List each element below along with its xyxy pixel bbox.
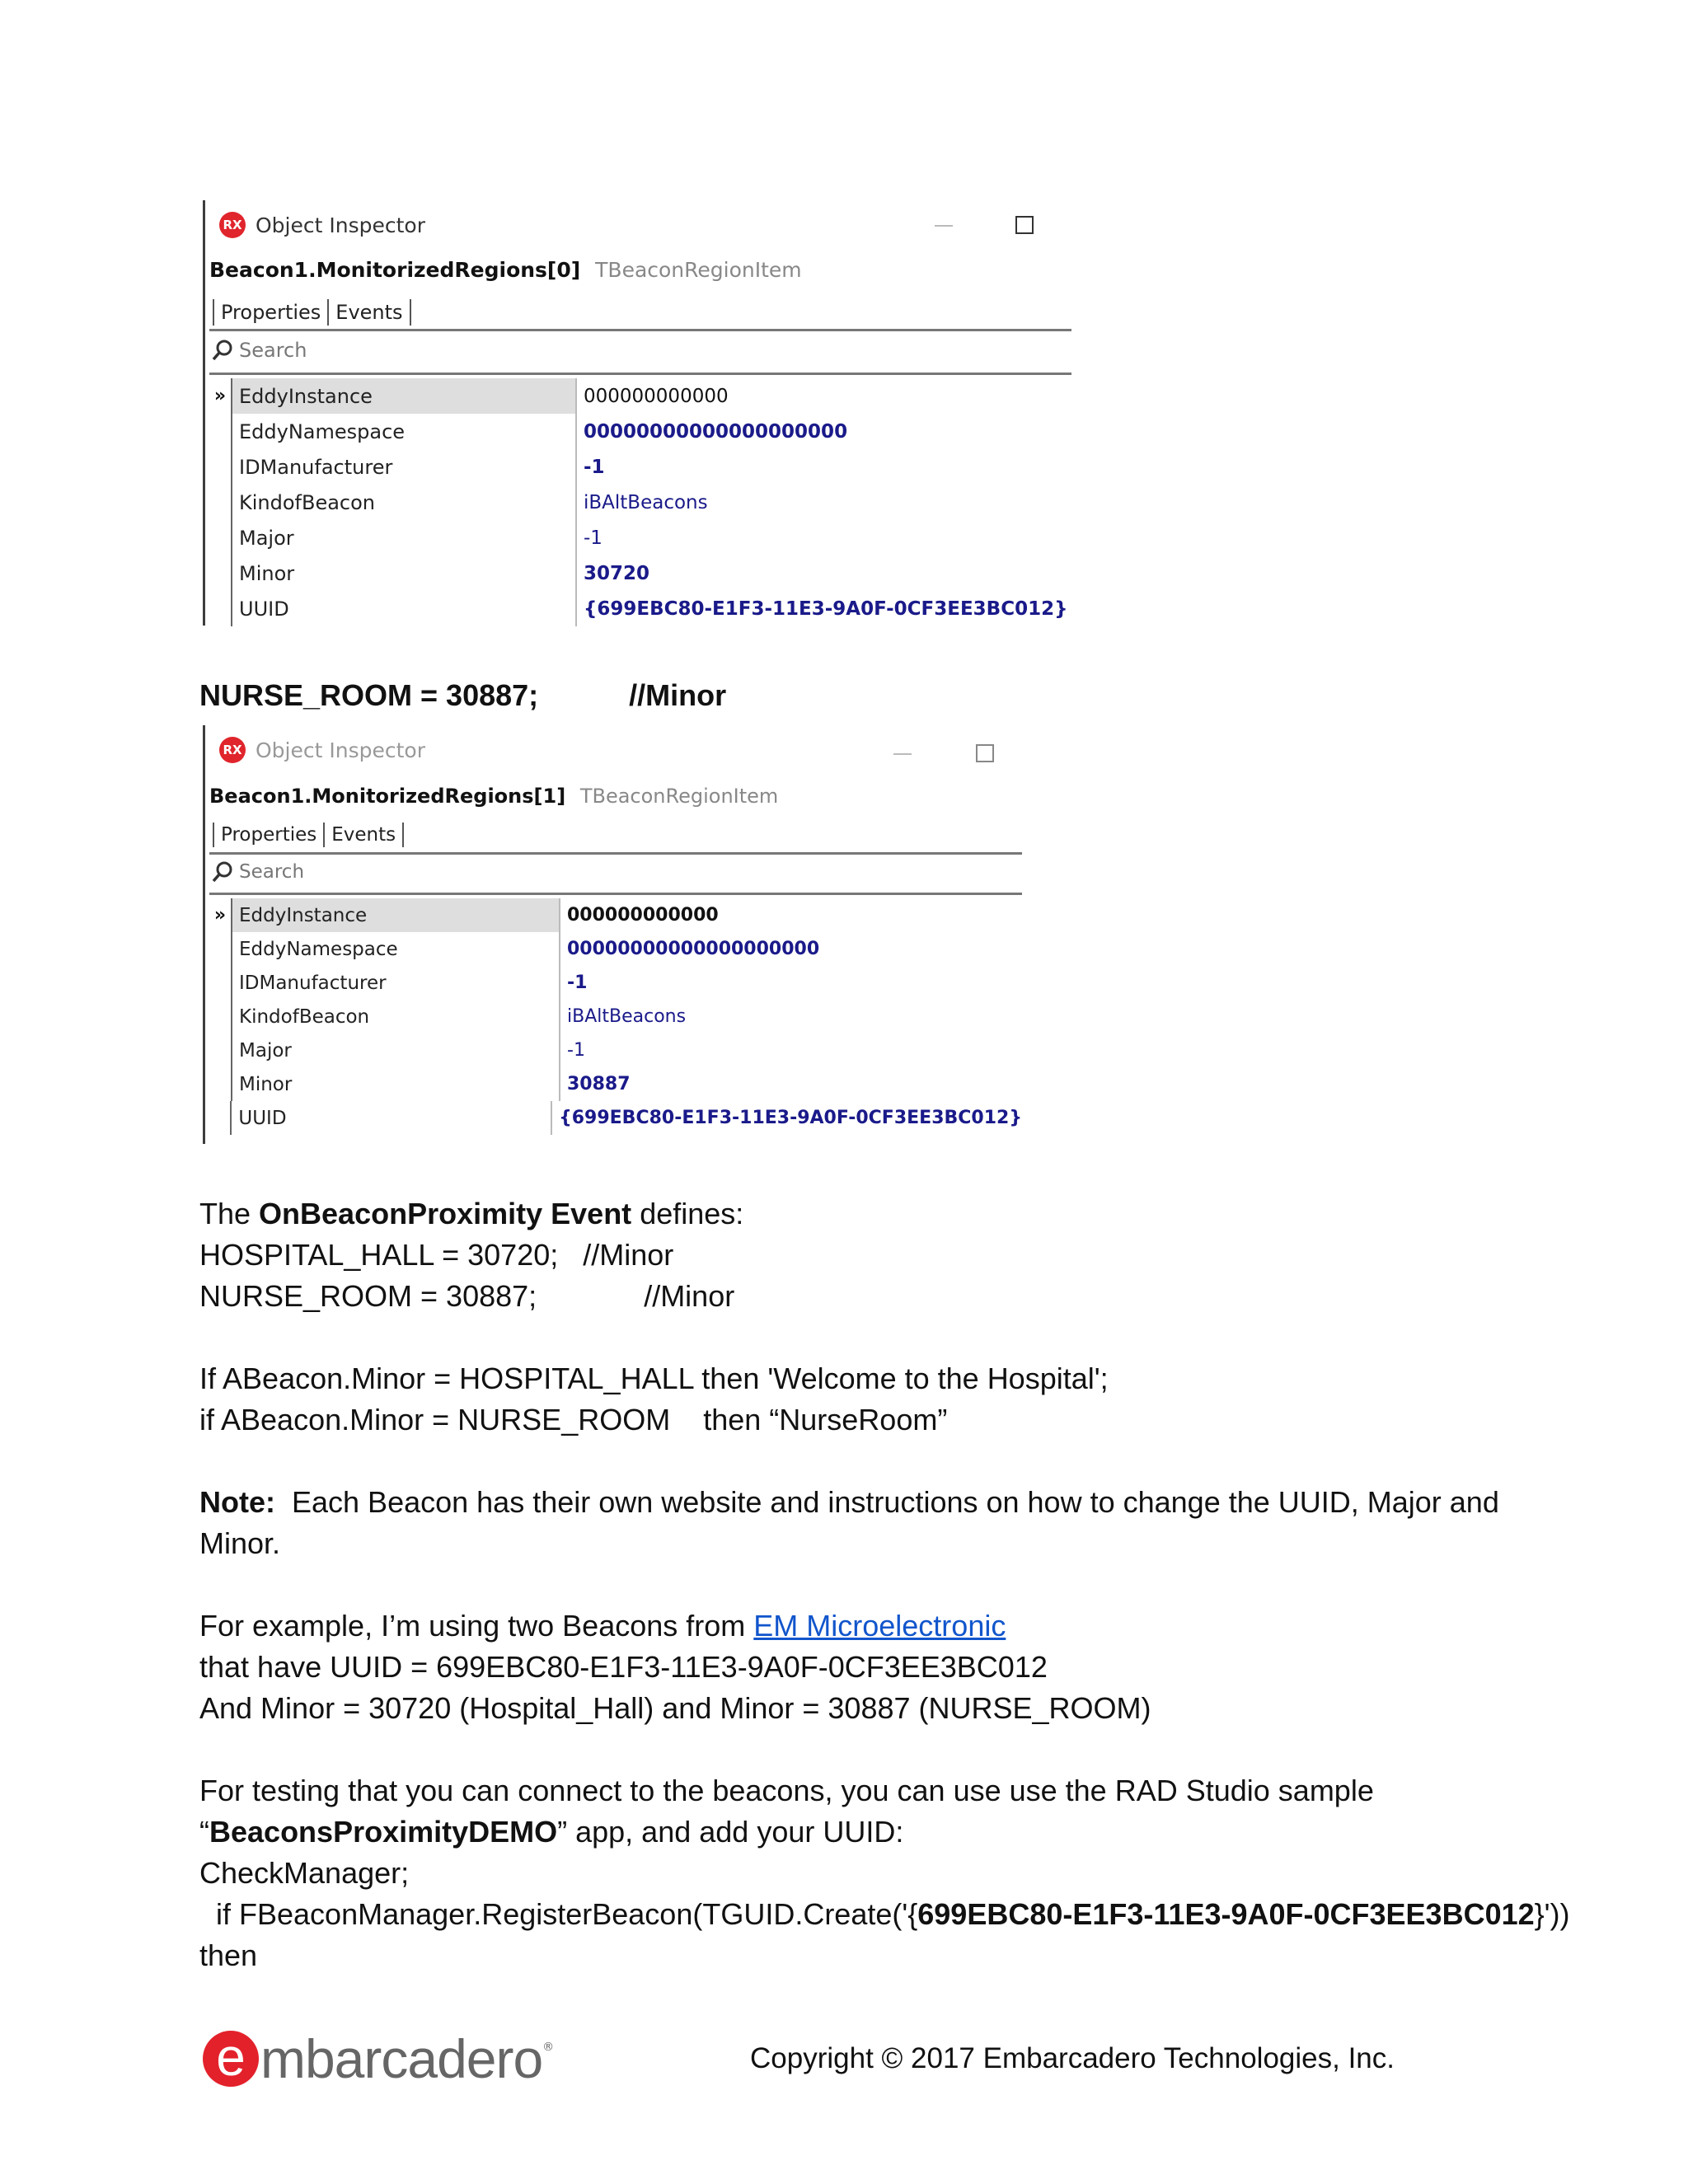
example-line [199,1609,1006,1643]
property-value[interactable]: 00000000000000000000 [575,414,847,449]
property-name: KindofBeacon [231,1000,559,1033]
tab-events[interactable]: Events [323,823,404,847]
minimize-icon[interactable] [893,753,912,755]
property-row-minor[interactable] [209,555,1071,591]
demo-app-line [199,1815,903,1849]
tab-properties[interactable]: Properties [213,299,327,326]
property-row-eddyinstance[interactable] [209,378,1071,414]
property-name: EddyNamespace [231,932,559,966]
search-placeholder: Search [239,339,307,362]
property-value[interactable]: iBAltBeacons [559,1000,686,1033]
logo-wordmark: mbarcadero [260,2028,543,2089]
check-manager-line: CheckManager; [199,1856,410,1890]
hospital-hall-line: HOSPITAL_HALL = 30720; //Minor [199,1238,674,1272]
inspector-tabs [213,823,404,847]
divider [209,893,1022,895]
property-grid [209,898,1022,1135]
minor-values-line: And Minor = 30720 (Hospital_Hall) and Minor = 30887 (NURSE_ROOM) [199,1691,1151,1725]
uuid-code: 699EBC80-E1F3-11E3-9A0F-0CF3EE3BC012 [917,1897,1535,1931]
property-row-kindofbeacon[interactable] [209,1000,1022,1033]
property-value[interactable]: -1 [575,520,603,555]
tab-events[interactable]: Events [327,299,410,326]
text-segment: For example, I’m using two Beacons from [199,1609,754,1643]
property-value[interactable]: 000000000000 [575,378,729,414]
object-type: TBeaconRegionItem [595,258,802,282]
nurse-room-line: NURSE_ROOM = 30887; //Minor [199,1279,735,1313]
property-row-eddynamespace[interactable] [209,414,1071,449]
testing-line: For testing that you can connect to the beacons, you can use use the RAD Studio sample [199,1774,1374,1807]
rad-studio-logo-icon: RX [219,212,246,238]
register-beacon-line [199,1897,1570,1932]
if-hospital-line: If ABeacon.Minor = HOSPITAL_HALL then 'Welcome to the Hospital'; [199,1361,1109,1395]
if-nurse-line: if ABeacon.Minor = NURSE_ROOM then “NurseRoom” [199,1403,948,1436]
window-title: Object Inspector [256,738,425,762]
search-icon [211,860,234,883]
window-title: Object Inspector [256,213,425,237]
text-segment: The [199,1197,260,1230]
em-microelectronic-link[interactable]: EM Microelectronic [753,1609,1006,1643]
property-name: Major [231,1033,559,1067]
property-row-idmanufacturer[interactable] [209,966,1022,1000]
text-segment: Each Beacon has their own website and instructions on how to change the UUID, Major and [275,1485,1499,1519]
property-row-eddynamespace[interactable] [209,932,1022,966]
object-name: Beacon1.MonitorizedRegions[1] [209,785,566,808]
property-value[interactable]: 000000000000 [559,898,719,932]
property-value[interactable]: -1 [559,1033,585,1067]
property-name: Minor [231,555,575,591]
object-inspector-1 [203,200,1071,626]
property-value[interactable]: {699EBC80-E1F3-11E3-9A0F-0CF3EE3BC012} [551,1101,1022,1135]
property-value[interactable]: 00000000000000000000 [559,932,819,966]
event-definition-line [199,1197,743,1231]
property-name: Major [231,520,575,555]
note-label: Note: [199,1485,275,1519]
minimize-icon[interactable] [935,225,953,227]
property-value[interactable]: iBAltBeacons [575,485,708,520]
divider [209,329,1071,331]
selected-row-marker: » [213,386,227,406]
note-line-2: Minor. [199,1526,281,1560]
search-input[interactable] [211,860,304,883]
selected-row-marker: » [213,905,227,926]
inspector-tabs [213,299,411,326]
divider [209,373,1071,375]
property-value[interactable]: 30720 [575,555,649,591]
property-name: EddyInstance [231,898,559,932]
rad-studio-logo-icon: RX [219,737,246,763]
window-title-bar [219,212,425,238]
object-selector[interactable] [209,258,802,282]
panel-border [203,725,205,1144]
property-name: EddyInstance [231,378,575,414]
maximize-icon[interactable] [976,744,994,762]
uuid-line: that have UUID = 699EBC80-E1F3-11E3-9A0F-0CF3EE3BC012 [199,1650,1048,1684]
panel-border [203,200,205,626]
property-row-uuid[interactable] [209,591,1071,626]
text-segment: if FBeaconManager.RegisterBeacon(TGUID.Create('{ [199,1897,918,1931]
object-type: TBeaconRegionItem [579,785,779,808]
property-value[interactable]: {699EBC80-E1F3-11E3-9A0F-0CF3EE3BC012} [575,591,1067,626]
property-row-idmanufacturer[interactable] [209,449,1071,485]
property-grid [209,378,1071,626]
property-value[interactable]: -1 [559,966,587,1000]
property-name: KindofBeacon [231,485,575,520]
embarcadero-logo [203,2027,554,2090]
text-segment: “ [199,1815,209,1849]
registered-mark: ® [542,2041,555,2054]
copyright-notice: Copyright © 2017 Embarcadero Technologies, Inc. [750,2042,1395,2074]
nurse-room-heading: NURSE_ROOM = 30887; //Minor [199,678,727,712]
property-value[interactable]: -1 [575,449,605,485]
text-segment: ” app, and add your UUID: [557,1815,904,1849]
property-row-kindofbeacon[interactable] [209,485,1071,520]
property-row-uuid[interactable] [209,1101,1022,1135]
property-name: EddyNamespace [231,414,575,449]
property-name: UUID [231,591,575,626]
property-name: IDManufacturer [231,966,559,1000]
divider [209,852,1022,855]
window-title-bar [219,737,425,763]
maximize-icon[interactable] [1015,216,1034,234]
property-name: IDManufacturer [231,449,575,485]
demo-app-name: BeaconsProximityDEMO [209,1815,558,1849]
logo-e-mark: e [203,2031,259,2087]
then-line: then [199,1938,258,1972]
property-name: UUID [230,1101,551,1135]
event-name: OnBeaconProximity Event [259,1197,632,1230]
text-segment: }')) [1534,1897,1570,1931]
object-selector[interactable] [209,785,778,808]
property-row-minor[interactable] [209,1067,1022,1101]
search-placeholder: Search [239,861,305,883]
tab-properties[interactable]: Properties [213,823,323,847]
property-row-eddyinstance[interactable] [209,898,1022,932]
note-line [199,1485,1499,1520]
property-value[interactable]: 30887 [559,1067,631,1101]
property-row-major[interactable] [209,520,1071,555]
property-name: Minor [231,1067,559,1101]
object-inspector-2 [203,725,1022,1144]
search-input[interactable] [211,339,307,362]
property-row-major[interactable] [209,1033,1022,1067]
text-segment: defines: [631,1197,744,1230]
search-icon [211,339,234,362]
object-name: Beacon1.MonitorizedRegions[0] [209,258,581,282]
